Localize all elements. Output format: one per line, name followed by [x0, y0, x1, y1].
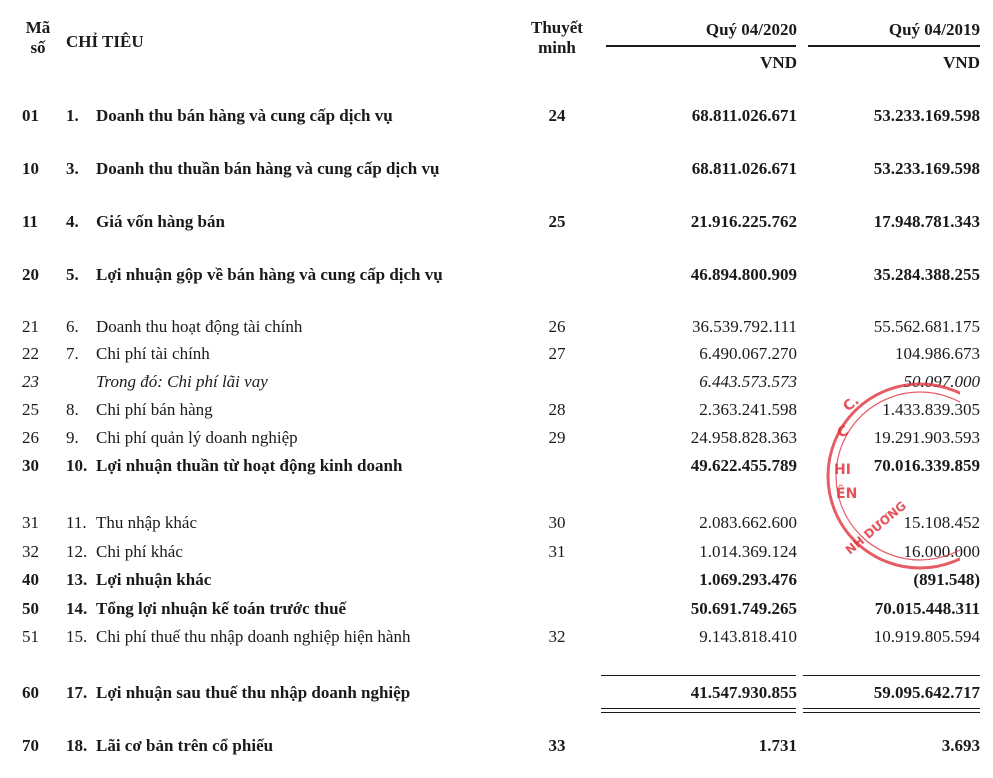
- table-row: [0, 454, 993, 478]
- table-row: [0, 597, 993, 621]
- row-number: 12.: [66, 542, 88, 561]
- row-value-2019: 3.693: [941, 736, 980, 755]
- seal-text-5: NH DƯƠNG: [842, 498, 909, 558]
- row-code: 25: [22, 400, 39, 419]
- row-label: Lợi nhuận khác: [96, 570, 212, 589]
- total-top-rule-2020: [601, 675, 796, 676]
- row-code: 11: [22, 212, 39, 231]
- row-label: Thu nhập khác: [96, 513, 198, 532]
- row-code: 31: [22, 513, 39, 532]
- row-code: 51: [22, 627, 39, 646]
- code-header-line2: số: [30, 38, 46, 57]
- table-row: [0, 511, 993, 535]
- row-code: 40: [22, 570, 39, 589]
- row-code: 10: [22, 159, 39, 178]
- row-number: 17.: [66, 683, 88, 702]
- row-number: 6.: [66, 317, 79, 336]
- row-note: 31: [548, 542, 566, 561]
- row-value-2020: 46.894.800.909: [690, 265, 797, 284]
- row-note: 28: [548, 400, 566, 419]
- row-number: 14.: [66, 599, 88, 618]
- seal-text-2: C: [834, 422, 852, 442]
- row-number: 10.: [66, 456, 88, 475]
- table-row: [0, 315, 993, 339]
- row-value-2019: 70.015.448.311: [874, 599, 980, 618]
- row-value-2020: 1.731: [758, 736, 797, 755]
- row-note: 33: [548, 736, 566, 755]
- currency-2020: VND: [760, 53, 797, 72]
- row-value-2019: (891.548): [913, 570, 980, 589]
- row-note: 29: [548, 428, 566, 447]
- row-label: Giá vốn hàng bán: [96, 212, 225, 231]
- header-rule-2020: [606, 45, 796, 47]
- column-2019-header: Quý 04/2019: [888, 20, 980, 39]
- code-header-line1: Mã: [25, 18, 51, 37]
- row-label: Lợi nhuận gộp về bán hàng và cung cấp dịch vụ: [96, 265, 443, 284]
- row-label: Lợi nhuận thuần từ hoạt động kinh doanh: [96, 456, 403, 475]
- row-code: 50: [22, 599, 39, 618]
- table-row: [0, 625, 993, 649]
- row-code: 01: [22, 106, 39, 125]
- row-label: Lợi nhuận sau thuế thu nhập doanh nghiệp: [96, 683, 411, 702]
- row-label: Doanh thu thuần bán hàng và cung cấp dịch vụ: [96, 159, 440, 178]
- row-note: 30: [548, 513, 566, 532]
- row-label: Doanh thu bán hàng và cung cấp dịch vụ: [96, 106, 393, 125]
- row-code: 21: [22, 317, 39, 336]
- row-value-2020: 6.443.573.573: [699, 372, 797, 391]
- row-value-2019: 19.291.903.593: [873, 428, 980, 447]
- currency-2019: VND: [943, 53, 980, 72]
- row-value-2019: 1.433.839.305: [882, 400, 980, 419]
- row-code: 20: [22, 265, 39, 284]
- note-header-line2: minh: [538, 38, 576, 57]
- column-2020-header: Quý 04/2020: [705, 20, 797, 39]
- row-value-2020: 24.958.828.363: [690, 428, 797, 447]
- row-label: Lãi cơ bản trên cổ phiếu: [96, 736, 274, 755]
- row-value-2019: 53.233.169.598: [873, 106, 980, 125]
- row-label: Chi phí quản lý doanh nghiệp: [96, 428, 298, 447]
- row-value-2020: 9.143.818.410: [699, 627, 797, 646]
- row-value-2019: 55.562.681.175: [873, 317, 980, 336]
- indicator-column-header: CHỈ TIÊU: [66, 32, 144, 51]
- row-value-2020: 1.069.293.476: [699, 570, 797, 589]
- row-value-2019: 50.097.000: [903, 372, 980, 391]
- row-code: 23: [22, 372, 39, 391]
- row-code: 70: [22, 736, 39, 755]
- row-value-2020: 68.811.026.671: [691, 159, 797, 178]
- row-value-2020: 6.490.067.270: [699, 344, 797, 363]
- row-value-2019: 53.233.169.598: [873, 159, 980, 178]
- row-number: 11.: [66, 513, 87, 532]
- row-value-2019: 15.108.452: [903, 513, 980, 532]
- row-number: 1.: [66, 106, 79, 125]
- seal-text-1: C.: [840, 392, 863, 416]
- row-label: Chi phí thuế thu nhập doanh nghiệp hiện hành: [96, 627, 411, 646]
- row-label: Chi phí bán hàng: [96, 400, 213, 419]
- row-value-2019: 59.095.642.717: [873, 683, 980, 702]
- row-note: 27: [548, 344, 566, 363]
- row-value-2020: 41.547.930.855: [690, 683, 797, 702]
- row-value-2020: 1.014.369.124: [699, 542, 797, 561]
- row-value-2020: 49.622.455.789: [690, 456, 797, 475]
- row-value-2019: 16.000.000: [903, 542, 980, 561]
- row-value-2020: 68.811.026.671: [691, 106, 797, 125]
- table-row: [0, 681, 993, 705]
- row-label: Tổng lợi nhuận kế toán trước thuế: [96, 599, 347, 618]
- row-value-2019: 35.284.388.255: [873, 265, 980, 284]
- row-value-2020: 50.691.749.265: [690, 599, 797, 618]
- total-double-rule-2019: [803, 708, 980, 713]
- seal-text-3: HI: [834, 462, 851, 478]
- row-number: 18.: [66, 736, 88, 755]
- row-value-2019: 10.919.805.594: [873, 627, 980, 646]
- row-number: 5.: [66, 265, 79, 284]
- row-number: 4.: [66, 212, 79, 231]
- row-code: 30: [22, 456, 39, 475]
- row-code: 60: [22, 683, 39, 702]
- table-row: [0, 104, 993, 128]
- row-value-2020: 2.363.241.598: [699, 400, 797, 419]
- row-value-2019: 70.016.339.859: [873, 456, 980, 475]
- row-value-2020: 2.083.662.600: [699, 513, 797, 532]
- row-number: 8.: [66, 400, 79, 419]
- row-note: 24: [548, 106, 566, 125]
- table-row: [0, 263, 993, 287]
- row-label: Chi phí khác: [96, 542, 183, 561]
- table-row: [0, 157, 993, 181]
- note-header-line1: Thuyết: [531, 18, 583, 37]
- table-row: [0, 210, 993, 234]
- table-row: [0, 398, 993, 422]
- row-value-2019: 17.948.781.343: [873, 212, 980, 231]
- row-note: 32: [548, 627, 566, 646]
- row-note: 26: [548, 317, 566, 336]
- row-value-2020: 36.539.792.111: [692, 317, 797, 336]
- table-row: [0, 426, 993, 450]
- row-number: 3.: [66, 159, 79, 178]
- row-number: 15.: [66, 627, 88, 646]
- table-row: [0, 370, 993, 394]
- row-label: Chi phí tài chính: [96, 344, 210, 363]
- total-double-rule-2020: [601, 708, 796, 713]
- code-column-header: [18, 18, 58, 58]
- row-label: Doanh thu hoạt động tài chính: [96, 317, 303, 336]
- row-value-2020: 21.916.225.762: [690, 212, 797, 231]
- row-number: 9.: [66, 428, 79, 447]
- table-row: [0, 568, 993, 592]
- row-code: 32: [22, 542, 39, 561]
- row-note: 25: [548, 212, 566, 231]
- row-code: 26: [22, 428, 39, 447]
- row-number: 7.: [66, 344, 79, 363]
- row-label: Trong đó: Chi phí lãi vay: [96, 372, 268, 391]
- row-code: 22: [22, 344, 39, 363]
- table-row: [0, 540, 993, 564]
- table-row: [0, 734, 993, 758]
- row-number: 13.: [66, 570, 88, 589]
- row-value-2019: 104.986.673: [895, 344, 980, 363]
- table-row: [0, 342, 993, 366]
- header-rule-2019: [808, 45, 980, 47]
- total-top-rule-2019: [803, 675, 980, 676]
- note-column-header: [520, 18, 594, 58]
- seal-text-4: ÊN: [836, 486, 858, 502]
